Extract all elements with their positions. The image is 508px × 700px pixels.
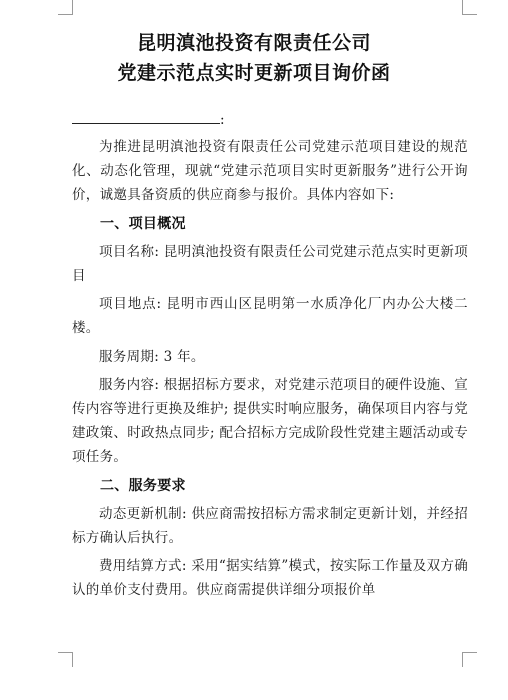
recipient-blank-line <box>72 109 220 124</box>
fee-settlement: 费用结算方式: 采用“据实结算”模式，按实际工作量及双方确认的单价支付费用。供应商需提供详细分项报价单 <box>72 558 468 598</box>
crop-mark-bottom-left <box>58 652 73 667</box>
section-heading-overview: 一、项目概况 <box>100 215 186 232</box>
crop-mark-top-right <box>462 0 477 15</box>
project-location: 项目地点: 昆明市西山区昆明第一水质净化厂内办公大楼二楼。 <box>72 296 468 336</box>
document-title-line2: 党建示范点实时更新项目询价函 <box>117 62 391 84</box>
salutation <box>72 108 468 132</box>
crop-mark-bottom-right <box>462 652 477 667</box>
document-title-line1: 昆明滇池投资有限责任公司 <box>136 32 371 54</box>
document-body <box>72 108 468 607</box>
service-period: 服务周期: 3 年。 <box>99 348 205 365</box>
intro-paragraph: 为推进昆明滇池投资有限责任公司党建示范项目建设的规范化、动态化管理，现就“党建示范项目实时更新服务”进行公开询价，诚邀具备资质的供应商参与报价。具体内容如下: <box>72 139 468 203</box>
service-content: 服务内容: 根据招标方要求，对党建示范项目的硬件设施、宣传内容等进行更换及维护; 提供实时响应服务，确保项目内容与党建政策、时政热点同步; 配合招标方完成阶段性党建主题活动或专项任务。 <box>72 377 468 465</box>
update-mechanism: 动态更新机制: 供应商需按招标方需求制定更新计划，并经招标方确认后执行。 <box>72 505 468 546</box>
section-heading-requirements: 二、服务要求 <box>100 477 186 494</box>
project-name: 项目名称: 昆明滇池投资有限责任公司党建示范点实时更新项目 <box>72 243 468 284</box>
salutation-colon: : <box>220 112 225 128</box>
crop-mark-top-left <box>58 0 73 15</box>
